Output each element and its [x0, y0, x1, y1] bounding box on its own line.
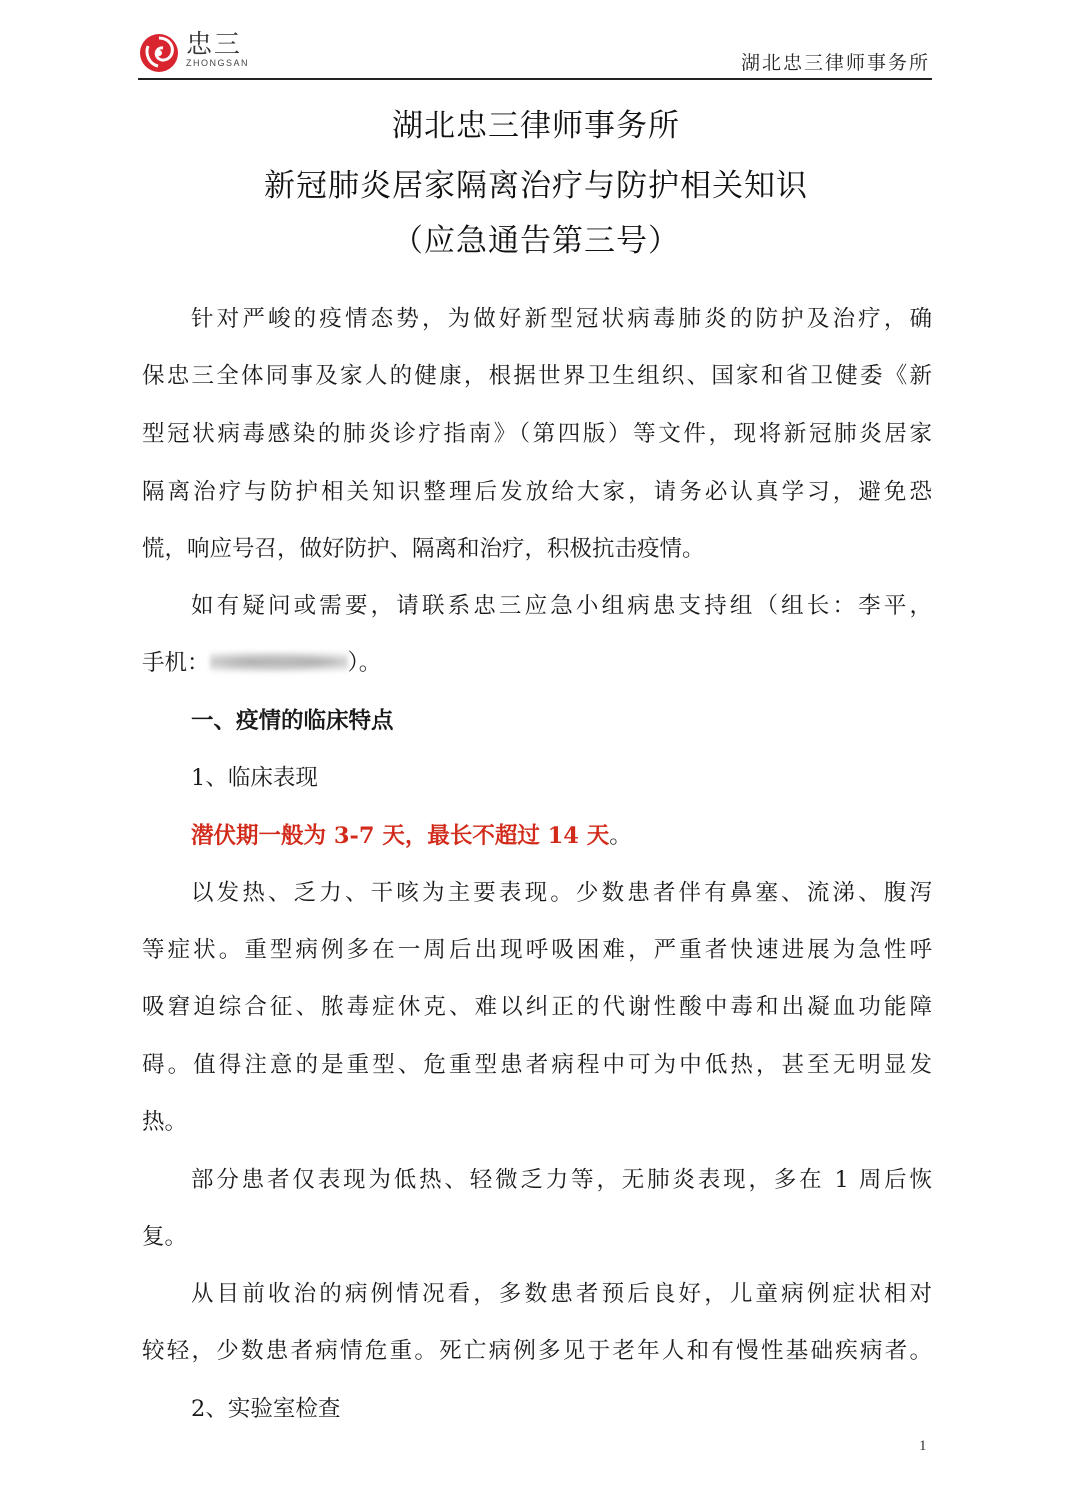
incubation-period-line	[191, 821, 932, 851]
subsection-heading: 1、临床表现	[191, 765, 318, 791]
page-header	[138, 28, 932, 80]
phone-suffix: ）。	[347, 650, 382, 676]
paragraph-line: 慌，响应号召，做好防护、隔离和治疗，积极抗击疫情。	[142, 536, 705, 562]
paragraph-line: 复。	[142, 1224, 188, 1250]
incubation-period-end: 。	[609, 823, 632, 849]
logo-chinese-name: 忠三	[186, 30, 243, 60]
subsection-heading: 2、实验室检查	[191, 1396, 341, 1422]
incubation-period-text: 潜伏期一般为 3-7 天，最长不超过 14 天	[191, 823, 610, 849]
paragraph-line: 热。	[142, 1109, 188, 1135]
section-heading: 一、疫情的临床特点	[191, 708, 394, 734]
paragraph-line: 以发热、乏力、干咳为主要表现。少数患者伴有鼻塞、流涕、腹泻	[191, 880, 932, 906]
paragraph-line: 从目前收治的病例情况看，多数患者预后良好，儿童病例症状相对	[191, 1281, 932, 1307]
phone-label: 手机：	[142, 650, 210, 676]
paragraph-line: 针对严峻的疫情态势，为做好新型冠状病毒肺炎的防护及治疗，确	[191, 306, 932, 332]
doc-title-line1: 湖北忠三律师事务所	[392, 108, 680, 144]
paragraph-line: 型冠状病毒感染的肺炎诊疗指南》（第四版）等文件，现将新冠肺炎居家	[142, 421, 932, 447]
logo-english-name: ZHONGSAN	[186, 58, 250, 68]
zhongsan-logo-icon	[138, 32, 180, 74]
firm-logo	[138, 32, 249, 76]
paragraph-line: 隔离治疗与防护相关知识整理后发放给大家，请务必认真学习，避免恐	[142, 479, 932, 505]
contact-phone-line	[142, 648, 932, 678]
paragraph-line: 吸窘迫综合征、脓毒症休克、难以纠正的代谢性酸中毒和出凝血功能障	[142, 994, 932, 1020]
contact-line: 如有疑问或需要，请联系忠三应急小组病患支持组（组长：李平，	[191, 593, 932, 619]
page-number: 1	[919, 1438, 927, 1454]
header-firm-name: 湖北忠三律师事务所	[740, 52, 930, 74]
paragraph-line: 等症状。重型病例多在一周后出现呼吸困难，严重者快速进展为急性呼	[142, 937, 932, 963]
paragraph-line: 部分患者仅表现为低热、轻微乏力等，无肺炎表现，多在 1 周后恢	[191, 1167, 932, 1193]
paragraph-line: 碍。值得注意的是重型、危重型患者病程中可为中低热，甚至无明显发	[142, 1052, 932, 1078]
doc-title-line3: （应急通告第三号）	[392, 223, 680, 259]
paragraph-line: 保忠三全体同事及家人的健康，根据世界卫生组织、国家和省卫健委《新	[142, 363, 932, 389]
redacted-phone-number	[210, 650, 348, 674]
doc-title-line2: 新冠肺炎居家隔离治疗与防护相关知识	[264, 168, 808, 204]
paragraph-line: 较轻，少数患者病情危重。死亡病例多见于老年人和有慢性基础疾病者。	[142, 1338, 932, 1364]
